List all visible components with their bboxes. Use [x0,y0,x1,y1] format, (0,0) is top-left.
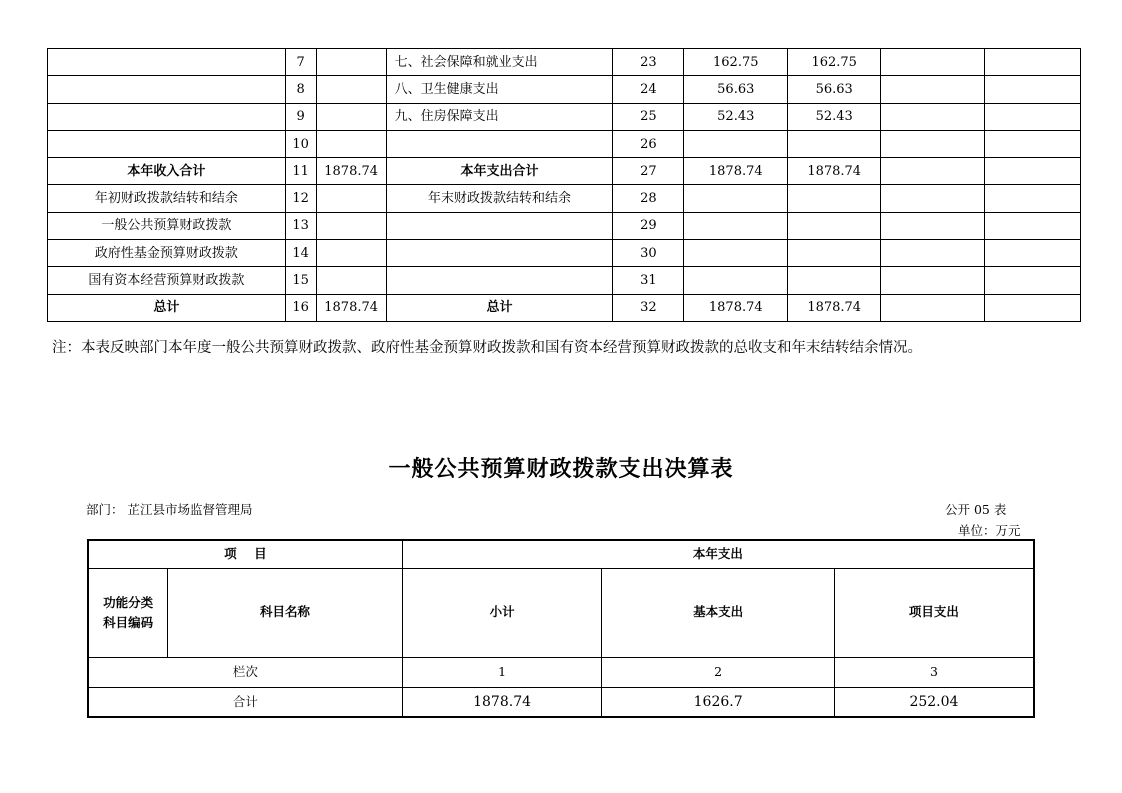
right-line-no: 29 [613,212,684,239]
left-line-no: 9 [285,103,316,130]
amount-a [684,130,788,157]
amount-c [881,130,985,157]
left-line-no: 14 [285,240,316,267]
left-label: 本年收入合计 [48,158,286,185]
right-line-no: 23 [613,49,684,76]
amount-b: 1878.74 [788,294,881,321]
table-row [48,185,1081,212]
amount-a: 56.63 [684,76,788,103]
amount-b: 1878.74 [788,158,881,185]
amount-c [881,240,985,267]
header-function-code [88,568,168,657]
left-line-no: 8 [285,76,316,103]
amount-c [881,49,985,76]
right-label: 总计 [386,294,613,321]
department-label: 部门： 芷江县市场监督管理局 [86,502,253,517]
header-project: 项目支出 [834,568,1034,657]
amount-c [881,158,985,185]
amount-b: 56.63 [788,76,881,103]
amount-d [985,49,1081,76]
left-line-no: 15 [285,267,316,294]
right-line-no: 31 [613,267,684,294]
right-label: 九、住房保障支出 [386,103,613,130]
amount-b [788,240,881,267]
expenditure-table [87,539,1035,718]
amount-d [985,103,1081,130]
header-subtotal: 小计 [402,568,602,657]
left-label: 总计 [48,294,286,321]
header-function-code-line2: 科目编码 [103,614,154,630]
amount-c [881,103,985,130]
right-label [386,267,613,294]
left-line-no: 13 [285,212,316,239]
table-row [48,294,1081,321]
left-line-no: 11 [285,158,316,185]
amount-b [788,130,881,157]
right-line-no: 30 [613,240,684,267]
left-label [48,76,286,103]
left-label: 一般公共预算财政拨款 [48,212,286,239]
page-title: 一般公共预算财政拨款支出决算表 [388,456,734,482]
left-label: 政府性基金预算财政拨款 [48,240,286,267]
left-line-no: 16 [285,294,316,321]
left-amount [316,49,386,76]
right-label: 八、卫生健康支出 [386,76,613,103]
lanci-2: 2 [602,657,835,687]
amount-b: 162.75 [788,49,881,76]
amount-d [985,212,1081,239]
amount-d [985,158,1081,185]
amount-c [881,76,985,103]
table-row [48,103,1081,130]
amount-a: 52.43 [684,103,788,130]
right-line-no: 26 [613,130,684,157]
table-row [48,212,1081,239]
left-amount: 1878.74 [316,294,386,321]
amount-a [684,267,788,294]
amount-b [788,185,881,212]
header-subject-name: 科目名称 [168,568,402,657]
lanci-3: 3 [834,657,1034,687]
right-label [386,240,613,267]
left-amount [316,212,386,239]
right-label [386,212,613,239]
amount-d [985,294,1081,321]
left-line-no: 12 [285,185,316,212]
amount-d [985,185,1081,212]
left-label [48,49,286,76]
amount-a: 1878.74 [684,294,788,321]
amount-b [788,212,881,239]
left-amount [316,103,386,130]
header-basic: 基本支出 [602,568,835,657]
left-amount [316,76,386,103]
left-label [48,130,286,157]
lanci-1: 1 [402,657,602,687]
total-project: 252.04 [834,687,1034,717]
right-label: 七、社会保障和就业支出 [386,49,613,76]
right-line-no: 24 [613,76,684,103]
left-label: 国有资本经营预算财政拨款 [48,267,286,294]
form-number: 公开 05 表 [945,502,1007,517]
amount-d [985,130,1081,157]
right-label: 年末财政拨款结转和结余 [386,185,613,212]
amount-c [881,294,985,321]
table-row [48,158,1081,185]
amount-a: 162.75 [684,49,788,76]
amount-c [881,185,985,212]
table-row [48,49,1081,76]
amount-c [881,212,985,239]
row-lanci-label: 栏次 [88,657,402,687]
amount-b [788,267,881,294]
left-label: 年初财政拨款结转和结余 [48,185,286,212]
amount-a [684,212,788,239]
left-amount: 1878.74 [316,158,386,185]
amount-a: 1878.74 [684,158,788,185]
left-line-no: 7 [285,49,316,76]
amount-b: 52.43 [788,103,881,130]
amount-d [985,76,1081,103]
amount-d [985,240,1081,267]
left-label [48,103,286,130]
header-function-code-line1: 功能分类 [103,594,154,610]
total-basic: 1626.7 [602,687,835,717]
total-subtotal: 1878.74 [402,687,602,717]
amount-a [684,185,788,212]
right-line-no: 32 [613,294,684,321]
table-row [48,240,1081,267]
left-line-no: 10 [285,130,316,157]
table-row [48,267,1081,294]
table-row [48,76,1081,103]
right-line-no: 25 [613,103,684,130]
left-amount [316,240,386,267]
table-row [48,130,1081,157]
header-item: 项 目 [88,540,402,568]
amount-d [985,267,1081,294]
left-amount [316,185,386,212]
header-current-year: 本年支出 [402,540,1034,568]
income-expenditure-table [47,48,1081,322]
right-line-no: 28 [613,185,684,212]
right-line-no: 27 [613,158,684,185]
total-label: 合计 [88,687,402,717]
table-note: 注：本表反映部门本年度一般公共预算财政拨款、政府性基金预算财政拨款和国有资本经营预算财政拨款的总收支和年末结转结余情况。 [52,340,922,356]
left-amount [316,130,386,157]
right-label [386,130,613,157]
amount-c [881,267,985,294]
unit-label: 单位：万元 [958,523,1021,538]
amount-a [684,240,788,267]
left-amount [316,267,386,294]
right-label: 本年支出合计 [386,158,613,185]
